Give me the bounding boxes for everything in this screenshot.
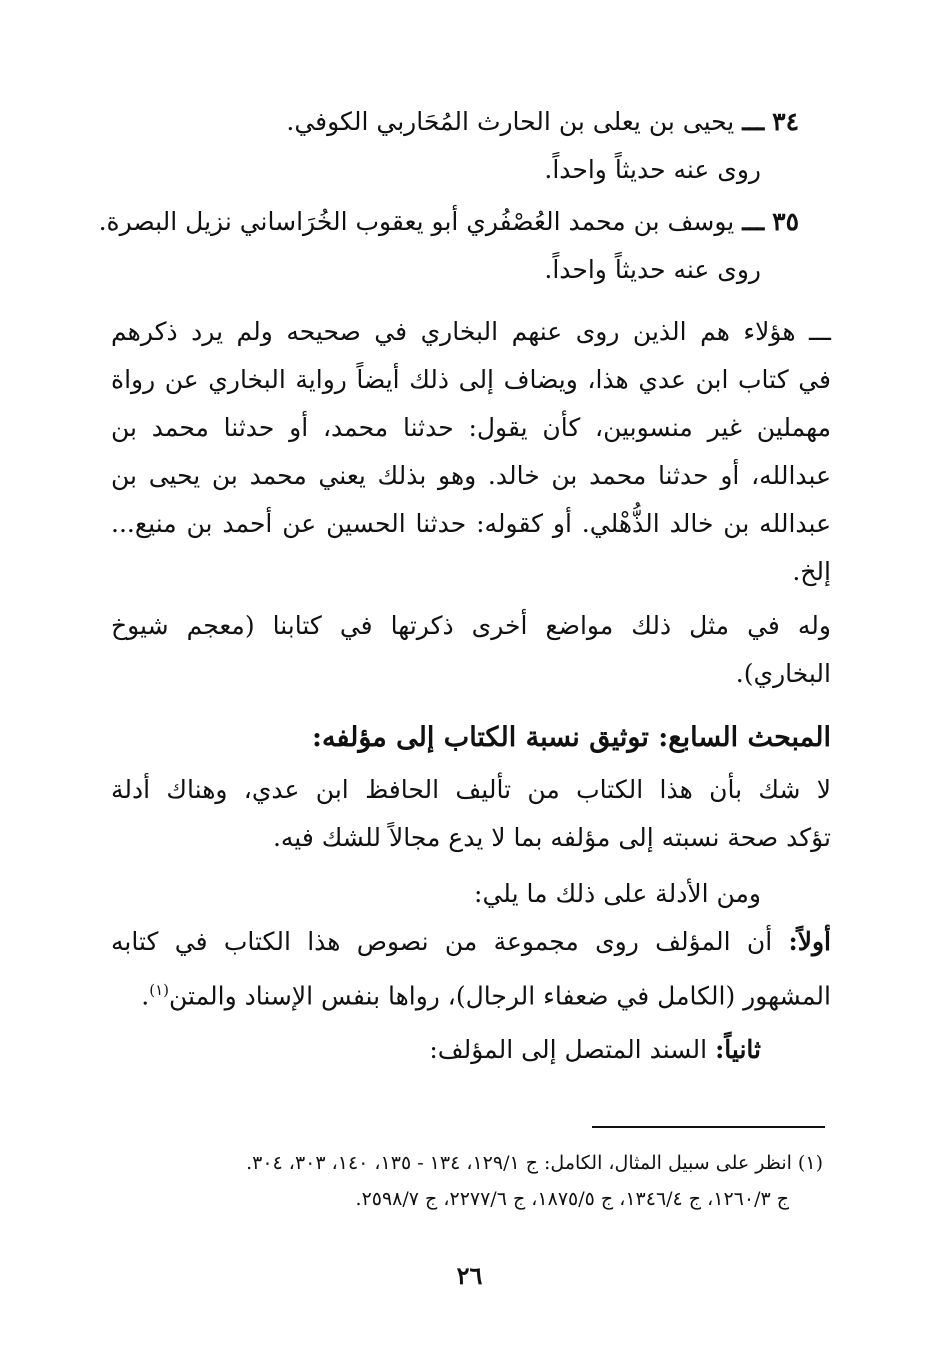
paragraph-line: ومن الأدلة على ذلك ما يلي: xyxy=(474,879,761,908)
paragraph-line: وله في مثل ذلك مواضع أخرى ذكرتها في كتابنا (معجم شيوخ xyxy=(111,611,831,640)
footnote-line: (١) انظر على سبيل المثال، الكامل: ج ١٢٩/١، ١٣٤ - ١٣٥، ١٤٠، ٣٠٣، ٣٠٤. xyxy=(246,1152,823,1174)
paragraph-line: لا شك بأن هذا الكتاب من تأليف الحافظ ابن عدي، وهناك أدلة xyxy=(111,775,831,804)
paragraph-line: ـــ هؤلاء هم الذين روى عنهم البخاري في صحيحه ولم يرد ذكرهم xyxy=(111,317,831,346)
footnote-line: ج ١٢٦٠/٣، ج ١٣٤٦/٤، ج ١٨٧٥/٥، ج ٢٢٧٧/٦، ج ٢٥٩٨/٧. xyxy=(355,1188,789,1210)
section-heading: المبحث السابع: توثيق نسبة الكتاب إلى مؤلفه: xyxy=(312,722,831,753)
entry-name: يوسف بن محمد العُصْفُري أبو يعقوب الخُرَاساني نزيل البصرة. xyxy=(98,207,735,236)
point-first xyxy=(111,922,831,962)
paragraph-line: مهملين غير منسوبين، كأن يقول: حدثنا محمد، أو حدثنا محمد بن xyxy=(111,413,831,442)
point-label: أولاً: xyxy=(788,927,831,956)
point-second xyxy=(429,1030,761,1070)
entry-number: ٣٤ xyxy=(772,107,799,136)
entry-35 xyxy=(99,202,799,242)
entry-name: يحيى بن يعلى بن الحارث المُحَاربي الكوفي. xyxy=(286,107,735,136)
paragraph-line: عبدالله بن خالد الذُّهْلي. أو كقوله: حدثنا الحسين عن أحمد بن منيع... xyxy=(111,509,831,538)
footnote-divider xyxy=(592,1126,825,1128)
entry-narration: روى عنه حديثاً واحداً. xyxy=(544,255,761,284)
entry-number: ٣٥ xyxy=(772,207,799,236)
point-text: أن المؤلف روى مجموعة من نصوص هذا الكتاب في كتابه xyxy=(111,927,773,956)
entry-dash: ـــ xyxy=(742,107,765,136)
entry-34 xyxy=(286,102,799,142)
paragraph-line: في كتاب ابن عدي هذا، ويضاف إلى ذلك أيضاً رواية البخاري عن رواة xyxy=(111,365,831,394)
paragraph-line: عبدالله، أو حدثنا محمد بن خالد. وهو بذلك يعني محمد بن يحيى بن xyxy=(111,461,831,490)
entry-narration: روى عنه حديثاً واحداً. xyxy=(544,155,761,184)
entry-dash: ـــ xyxy=(742,207,765,236)
page-number: ٢٦ xyxy=(456,1261,483,1290)
paragraph-line: إلخ. xyxy=(792,557,831,586)
point-text: السند المتصل إلى المؤلف: xyxy=(429,1035,708,1064)
footnote-marker: (١) xyxy=(149,981,169,999)
point-label: ثانياً: xyxy=(715,1035,761,1064)
point-end: . xyxy=(141,981,150,1011)
point-first-cont xyxy=(141,970,831,1016)
paragraph-line: البخاري). xyxy=(735,659,831,688)
point-text: المشهور (الكامل في ضعفاء الرجال)، رواها بنفس الإسناد والمتن xyxy=(169,981,831,1011)
paragraph-line: تؤكد صحة نسبته إلى مؤلفه بما لا يدع مجالاً للشك فيه. xyxy=(272,823,831,852)
